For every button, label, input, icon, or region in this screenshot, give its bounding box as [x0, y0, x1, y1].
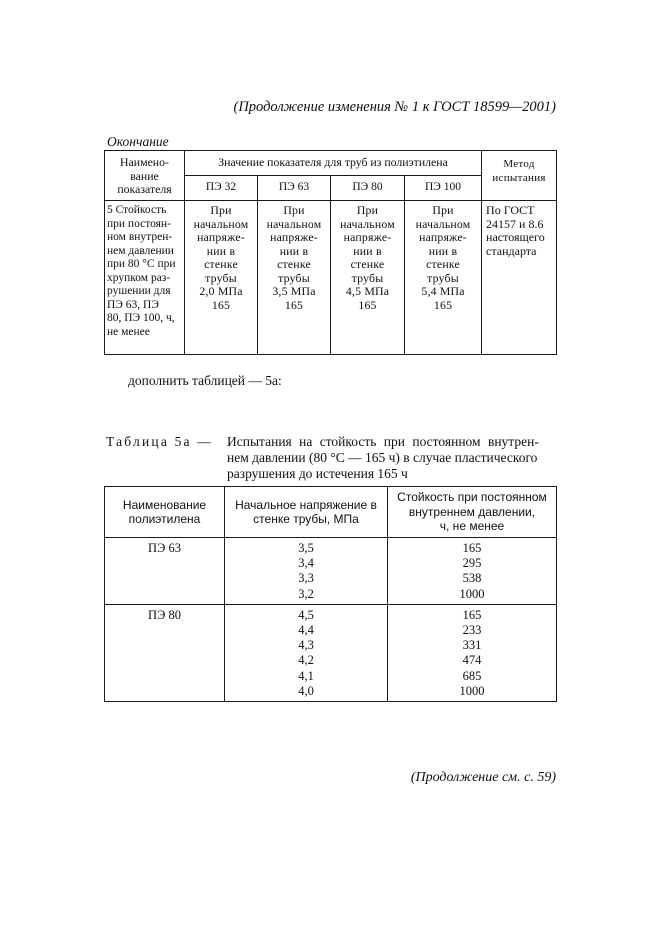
cell-line: начальном: [193, 216, 249, 231]
header-method-line: испытания: [492, 171, 546, 184]
cell-line: 4,2: [298, 653, 314, 668]
value-cell-pe63: [258, 201, 331, 355]
cell-line: стенке: [204, 257, 238, 271]
cell-line: 24157 и 8.6: [486, 216, 544, 231]
header-col-pe100: ПЭ 100: [405, 176, 482, 201]
caption-line: Испытания на стойкость при постоянном внутрен-: [227, 434, 539, 449]
cell-line: начальном: [415, 216, 471, 231]
cell-line: рушении для: [107, 285, 171, 297]
section-label-ending: Окончание: [107, 134, 169, 149]
header-line: стенке трубы, МПа: [253, 512, 359, 526]
value-cell-pe32: [185, 201, 258, 355]
cell-line: При: [432, 203, 454, 217]
table-row: [105, 604, 557, 701]
cell-line: 4,5: [298, 607, 314, 622]
cell-line: По ГОСТ: [486, 203, 535, 217]
cell-line: 165: [433, 297, 453, 312]
cell-line: 4,0: [298, 683, 314, 698]
cell-line: 3,5: [298, 541, 314, 555]
cell-line: нии в: [206, 243, 236, 258]
cell-line: 165: [211, 297, 231, 312]
header-indicator-line: показателя: [117, 182, 172, 196]
cell-line: трубы: [351, 270, 384, 285]
value-cell-pe100: [405, 201, 482, 355]
cell-line: 165: [284, 297, 304, 312]
header-test-method: [482, 151, 557, 201]
cell-line: 331: [462, 638, 482, 653]
header-line: Наименование: [122, 497, 207, 512]
cell-line: при постоян-: [107, 217, 171, 230]
grade-pe80: ПЭ 80: [105, 604, 225, 701]
cell-line: ПЭ 63, ПЭ: [107, 298, 159, 311]
header-value-group: Значение показателя для труб из полиэтилена: [185, 151, 482, 176]
cell-line: 5,4 МПа: [421, 284, 465, 298]
cell-line: 3,5 МПа: [272, 284, 316, 298]
header-indicator-line: вание: [130, 168, 159, 183]
header-line: Стойкость при постоянном: [397, 490, 547, 505]
stress-values-pe63: [225, 538, 388, 605]
cell-line: нем давлении: [107, 244, 174, 257]
continuation-header: (Продолжение изменения № 1 к ГОСТ 18599—2001): [233, 99, 556, 115]
hours-values-pe63: [388, 538, 557, 605]
indicator-cell: [105, 201, 185, 355]
cell-line: напряже-: [270, 230, 318, 244]
cell-line: 3,2: [298, 586, 314, 601]
cell-line: стенке: [277, 257, 311, 271]
cell-line: 685: [462, 668, 482, 683]
header-col-pe63: ПЭ 63: [258, 176, 331, 201]
header-line: ч, не менее: [439, 519, 505, 534]
cell-line: напряже-: [419, 230, 467, 244]
cell-line: ном внутрен-: [107, 231, 173, 243]
header-resistance: [388, 487, 557, 538]
caption-line: нем давлении (80 °С — 165 ч) в случае пластического: [227, 450, 538, 465]
cell-line: 4,4: [298, 623, 314, 638]
cell-line: стандарта: [486, 243, 537, 258]
table-row: [105, 538, 557, 605]
cell-line: 5 Стойкость: [107, 204, 167, 216]
header-col-pe32: ПЭ 32: [185, 176, 258, 201]
add-table-instruction: дополнить таблицей — 5а:: [128, 373, 282, 388]
cell-line: 1000: [459, 683, 485, 698]
cell-line: При: [210, 203, 232, 217]
cell-line: трубы: [205, 270, 237, 285]
cell-line: 165: [462, 607, 482, 622]
table-test-indicators: [104, 150, 557, 355]
cell-line: 165: [358, 297, 377, 312]
header-line: внутреннем давлении,: [408, 504, 536, 519]
cell-line: не менее: [107, 325, 150, 338]
cell-line: напряже-: [197, 230, 245, 244]
cell-line: напряже-: [343, 230, 392, 244]
header-method-line: Метод: [503, 158, 535, 170]
cell-line: начальном: [340, 216, 395, 231]
cell-line: нии в: [353, 243, 382, 258]
hours-values-pe80: [388, 604, 557, 701]
cell-line: 80, ПЭ 100, ч,: [107, 312, 175, 324]
header-col-pe80: ПЭ 80: [331, 176, 405, 201]
header-line: Начальное напряжение в: [235, 497, 377, 512]
cell-line: 1000: [459, 586, 485, 601]
cell-line: трубы: [427, 270, 459, 285]
cell-line: при 80 °С при: [107, 258, 176, 270]
continuation-footer: (Продолжение см. с. 59): [410, 770, 556, 785]
value-cell-pe80: [331, 201, 405, 355]
header-indicator-line: Наимено-: [120, 155, 169, 169]
header-line: полиэтилена: [128, 512, 201, 526]
cell-line: При: [356, 203, 379, 217]
cell-line: трубы: [278, 270, 310, 285]
cell-line: 538: [462, 571, 482, 586]
cell-line: 4,3: [298, 638, 314, 653]
header-initial-stress: [225, 487, 388, 538]
cell-line: нии в: [428, 243, 458, 258]
cell-line: 3,3: [298, 571, 314, 586]
header-polyethylene-name: [105, 487, 225, 538]
cell-line: 165: [462, 541, 482, 555]
table-5a-caption: [227, 434, 557, 482]
cell-line: начальном: [266, 216, 322, 231]
cell-line: настоящего: [486, 230, 545, 244]
cell-line: 4,5 МПа: [345, 284, 390, 298]
cell-line: 295: [462, 556, 482, 571]
cell-line: стенке: [426, 257, 460, 271]
cell-line: 4,1: [298, 668, 314, 683]
table-5a-label: Таблица 5а —: [106, 434, 214, 449]
cell-line: стенке: [350, 257, 385, 271]
grade-pe63: ПЭ 63: [105, 538, 225, 605]
cell-line: При: [283, 203, 305, 217]
stress-values-pe80: [225, 604, 388, 701]
method-cell: [482, 201, 557, 355]
cell-line: 2,0 МПа: [199, 284, 243, 298]
cell-line: нии в: [279, 243, 309, 258]
table-5a: [104, 486, 557, 702]
cell-line: хрупком раз-: [107, 271, 171, 284]
caption-line: разрушения до истечения 165 ч: [227, 466, 408, 481]
cell-line: 474: [462, 653, 482, 668]
cell-line: 3,4: [298, 556, 314, 571]
cell-line: 233: [462, 623, 482, 638]
header-indicator-name: [105, 151, 185, 201]
